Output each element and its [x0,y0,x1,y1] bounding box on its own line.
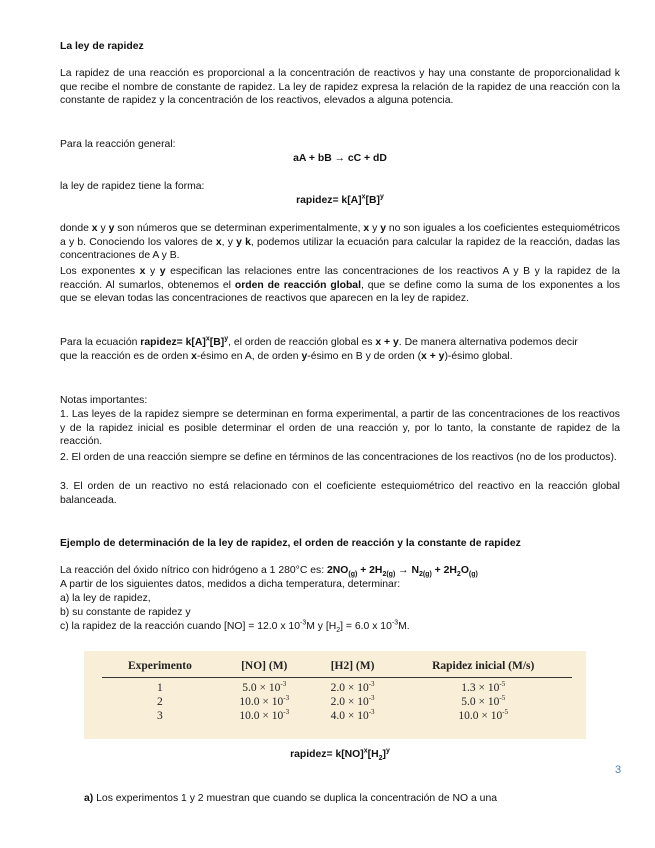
paragraph-global-order: Los exponentes x y y especifican las relaciones entre las concentraciones de los reactivos A y B y la rapidez de la reacción. Al sumarlos, obtenemos el orden de reacción global, que se define como la suma de los exponentes a los que se elevan todas las concentraciones de reactivos que aparecen en la ley de rapidez. [60,266,621,304]
table-cell: $2.0 \times 10^{-3}$ [330,679,375,694]
table-cell: 3 [157,709,163,722]
table-cell: 1 [157,681,163,694]
paragraph-general-reaction: Para la reacción general: [60,139,176,150]
table-header: [NO] (M) [218,660,311,677]
example-rate-law-equation: rapidez= $k[NO]^x[H_2]^y$ [290,747,390,763]
example-reaction-line: La reacción del óxido nítrico con hidrógeno a 1 280°C es: $2NO_{(g)} + 2H_{2(g)} \to N_{2(g)} + 2H_2O_{(g)}$ [60,565,478,579]
table-cell: 2 [157,695,163,708]
table-row [102,677,572,695]
example-title: Ejemplo de determinación de la ley de rapidez, el orden de reacción y la constante de rapidez [60,538,521,549]
table-cell: $10.0 \times 10^{-5}$ [458,707,509,722]
table-header: Rapidez inicial (M/s) [394,660,572,677]
paragraph-rate-law-form: la ley de rapidez tiene la forma: [60,181,205,192]
page-number: 3 [615,764,622,776]
note-3: 3. El orden de un reactivo no está relacionado con el coeficiente estequiométrico del reactivo en la reacción global balanceada. [60,481,620,506]
table-cell: $5.0 \times 10^{-5}$ [461,693,506,708]
table-header: [H2] (M) [311,660,395,677]
example-item-b: b) su constante de rapidez y [60,607,191,618]
notes-title: Notas importantes: [60,395,148,406]
paragraph-order-example: Para la ecuación rapidez= $k[A]^x[B]^y$, el orden de reacción global es x + y. De manera alternativa podemos decir que la reacción es de orden x-ésimo en A, de orden y-ésimo en B y de orden (x + y)-ésimo global. [60,335,578,362]
table-cell: $2.0 \times 10^{-3}$ [330,693,375,708]
general-reaction-equation: aA + bB → cC + dD [293,153,387,164]
note-2: 2. El orden de una reacción siempre se define en términos de las concentraciones de los reactivos (no de los productos). [60,452,617,463]
rate-law-equation: rapidez= $k[A]^x[B]^y$ [296,193,384,206]
table-row [102,709,572,723]
section-title: La ley de rapidez [60,41,144,52]
table-cell: $5.0 \times 10^{-3}$ [242,679,287,694]
note-1: 1. Las leyes de la rapidez siempre se determinan en forma experimental, a partir de las concentraciones de los reactivos y de la rapidez inicial es posible determinar el orden de una reacción y, por lo tanto, la constante de rapidez de la reacción. [60,409,620,447]
paragraph-answer-a: a) Los experimentos 1 y 2 muestran que cuando se duplica la concentración de NO a una [84,793,497,804]
table-row [102,695,572,709]
table-cell: $10.0 \times 10^{-3}$ [239,693,290,708]
table-cell: $10.0 \times 10^{-3}$ [239,707,290,722]
paragraph-intro: La rapidez de una reacción es proporcional a la concentración de reactivos y hay una constante de proporcionalidad k que recibe el nombre de constante de rapidez. La ley de rapidez expresa la relación de la rapidez de una reacción con la constante de rapidez y la concentración de los reactivos, elevados a alguna potencia. [60,68,620,106]
table-cell: $4.0 \times 10^{-3}$ [330,707,375,722]
example-instruction: A partir de los siguientes datos, medidos a dicha temperatura, determinar: [60,579,401,590]
table-cell: $1.3 \times 10^{-5}$ [461,679,506,694]
example-item-a: a) la ley de rapidez, [60,593,151,604]
paragraph-exponents: donde x y y son números que se determinan experimentalmente, x y y no son iguales a los coeficientes estequiométricos a y b. Conociendo los valores de x, y y k, podemos utilizar la ecuación para calcular la rapidez de la reacción, dadas las concentraciones de A y B. [60,223,620,261]
example-item-c: c) la rapidez de la reacción cuando [NO] = 12.0 x $10^{-3}M$ y $[H_2] = 6.0$ x $10^{-3}M$. [60,619,410,635]
table-header: Experimento [102,660,218,677]
experiment-data-table [84,651,586,739]
